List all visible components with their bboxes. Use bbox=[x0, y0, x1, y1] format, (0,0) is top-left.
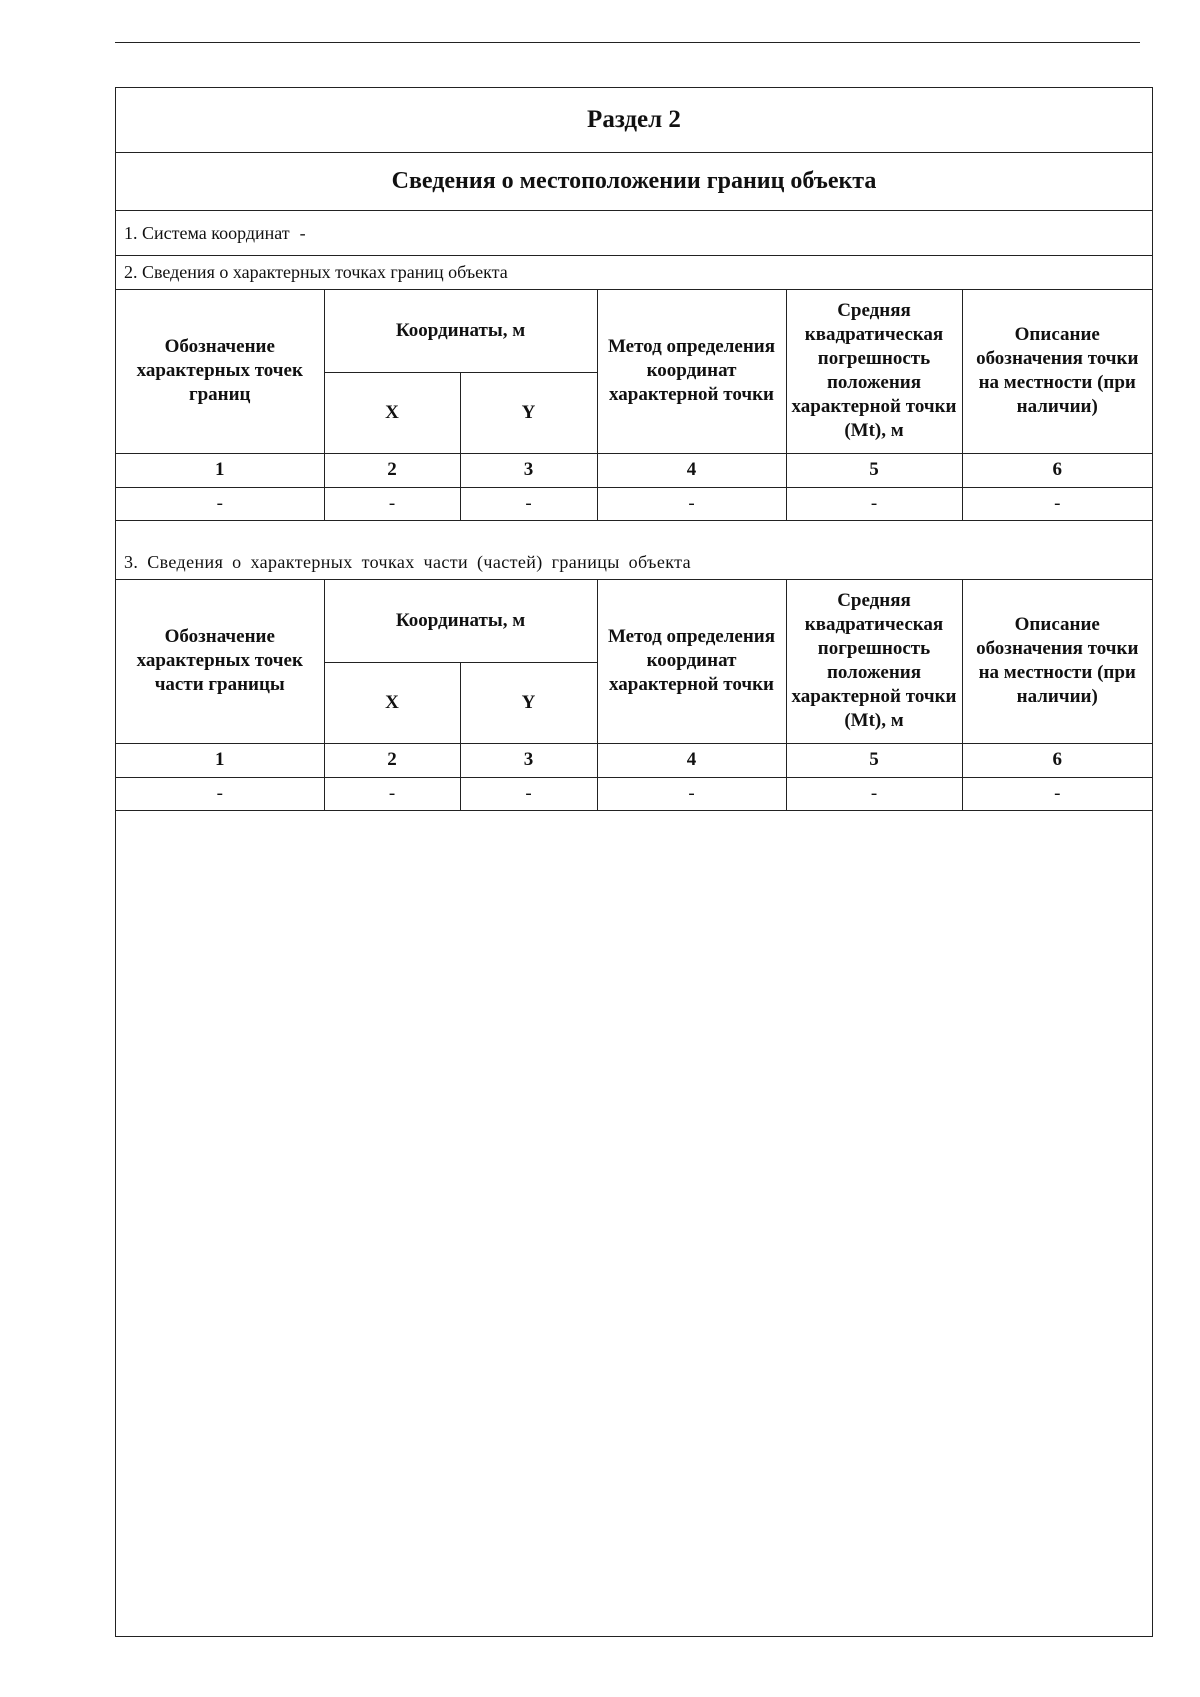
column-numbers-row bbox=[116, 743, 1152, 777]
section-title: Раздел 2 bbox=[116, 88, 1152, 153]
table-cell: - bbox=[460, 777, 597, 810]
header-designation: Обозначение характерных точек части границы bbox=[116, 580, 324, 743]
column-number: 2 bbox=[324, 453, 460, 487]
coord-system-line bbox=[116, 211, 1152, 256]
part-points-table bbox=[116, 580, 1152, 811]
section-subtitle: Сведения о местоположении границ объекта bbox=[116, 153, 1152, 211]
table-cell: - bbox=[962, 777, 1152, 810]
header-designation: Обозначение характерных точек границ bbox=[116, 290, 324, 453]
table-row bbox=[116, 777, 1152, 810]
column-numbers-row bbox=[116, 453, 1152, 487]
table-cell: - bbox=[597, 777, 786, 810]
header-y: Y bbox=[460, 662, 597, 743]
part-points-section-label: 3. Сведения о характерных точках части (частей) границы объекта bbox=[116, 546, 1152, 580]
header-y: Y bbox=[460, 372, 597, 453]
top-rule bbox=[115, 42, 1140, 43]
header-x: X bbox=[324, 372, 460, 453]
column-number: 1 bbox=[116, 743, 324, 777]
header-coords: Координаты, м bbox=[324, 580, 597, 662]
header-method: Метод определения координат характерной точки bbox=[597, 580, 786, 743]
header-coords: Координаты, м bbox=[324, 290, 597, 372]
coord-system-value: - bbox=[299, 222, 306, 243]
header-error: Средняя квадратическая погрешность положения характерной точки (Mt), м bbox=[786, 290, 962, 453]
column-number: 6 bbox=[962, 743, 1152, 777]
points-table bbox=[116, 290, 1152, 521]
points-section-label: 2. Сведения о характерных точках границ объекта bbox=[116, 256, 1152, 290]
column-number: 6 bbox=[962, 453, 1152, 487]
table-cell: - bbox=[116, 777, 324, 810]
header-error: Средняя квадратическая погрешность положения характерной точки (Mt), м bbox=[786, 580, 962, 743]
header-x: X bbox=[324, 662, 460, 743]
table-cell: - bbox=[962, 487, 1152, 520]
column-number: 3 bbox=[460, 743, 597, 777]
header-method: Метод определения координат характерной точки bbox=[597, 290, 786, 453]
column-number: 5 bbox=[786, 743, 962, 777]
column-number: 4 bbox=[597, 743, 786, 777]
table-cell: - bbox=[786, 487, 962, 520]
table-cell: - bbox=[460, 487, 597, 520]
header-description: Описание обозначения точки на местности (при наличии) bbox=[962, 580, 1152, 743]
table-row bbox=[116, 487, 1152, 520]
column-number: 4 bbox=[597, 453, 786, 487]
coord-system-label: 1. Система координат bbox=[124, 222, 290, 243]
header-description: Описание обозначения точки на местности (при наличии) bbox=[962, 290, 1152, 453]
table-cell: - bbox=[116, 487, 324, 520]
table-cell: - bbox=[597, 487, 786, 520]
table-cell: - bbox=[324, 777, 460, 810]
column-number: 2 bbox=[324, 743, 460, 777]
document-frame bbox=[115, 87, 1153, 1637]
column-number: 1 bbox=[116, 453, 324, 487]
column-number: 3 bbox=[460, 453, 597, 487]
table-cell: - bbox=[324, 487, 460, 520]
table-cell: - bbox=[786, 777, 962, 810]
column-number: 5 bbox=[786, 453, 962, 487]
